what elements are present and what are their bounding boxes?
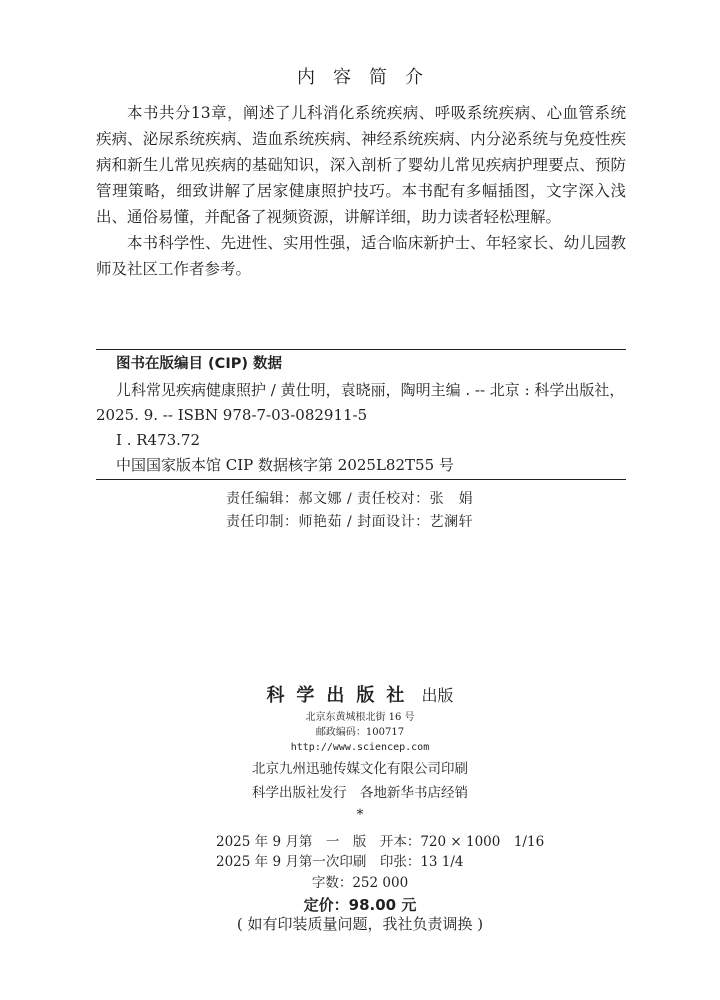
separator-asterisk: * — [356, 807, 364, 823]
cip-line-1: 儿科常见疾病健康照护 / 黄仕明，袁晓丽，陶明主编 . -- 北京 : 科学出版社， — [116, 381, 625, 399]
edition-line: 2025 年 9 月第 一 版 开本：720 × 1000 1/16 — [216, 834, 545, 850]
intro-paragraph: 本书科学性、先进性、实用性强，适合临床新护士、年轻家长、幼儿园教师及社区工作者参考。 — [96, 234, 626, 278]
cip-line-2: 2025. 9. -- ISBN 978-7-03-082911-5 — [96, 406, 368, 424]
publisher-suffix: 出版 — [421, 686, 454, 705]
word-count: 字数：252 000 — [311, 875, 409, 891]
publisher-url: http://www.sciencep.com — [290, 742, 430, 753]
cip-bottom-rule — [96, 479, 626, 480]
intro-paragraph: 本书共分13章，阐述了儿科消化系统疾病、呼吸系统疾病、心血管系统疾病、泌尿系统疾病、造血系统疾病、神经系统疾病、内分泌系统与免疫性疾病和新生儿常见疾病的基础知识，深入剖析了婴幼儿常见疾病护理要点、预防管理策略，细致讲解了居家健康照护技巧。本书配有多幅插图，文字深入浅出、通俗易懂，并配备了视频资源，讲解详细，助力读者轻松理解。 — [96, 104, 626, 226]
printer-line: 北京九州迅驰传媒文化有限公司印刷 — [252, 761, 468, 777]
intro-title: 内容简介 — [297, 67, 441, 88]
staff-line-editors: 责任编辑：郝文娜 / 责任校对：张 娟 — [226, 491, 474, 507]
cip-top-rule — [96, 349, 626, 350]
publisher-postcode: 邮政编码：100717 — [315, 727, 405, 738]
printing-line: 2025 年 9 月第一次印刷 印张：13 1/4 — [216, 854, 464, 870]
publisher-address: 北京东黄城根北街 16 号 — [305, 712, 415, 723]
price: 定价：98.00 元 — [303, 896, 417, 914]
quality-notice: ( 如有印装质量问题，我社负责调换 ) — [236, 915, 484, 933]
staff-line-production: 责任印制：师艳茹 / 封面设计：艺澜轩 — [226, 514, 474, 530]
cip-classification: Ⅰ . R473.72 — [116, 431, 201, 449]
cip-record-number: 中国国家版本馆 CIP 数据核字第 2025L82T55 号 — [116, 456, 454, 474]
publisher-logo: 科学出版社 — [266, 685, 417, 706]
publisher-block — [0, 684, 720, 708]
cip-title: 图书在版编目 (CIP) 数据 — [116, 356, 283, 372]
intro-body — [96, 100, 626, 282]
distribution-line: 科学出版社发行 各地新华书店经销 — [252, 785, 468, 801]
